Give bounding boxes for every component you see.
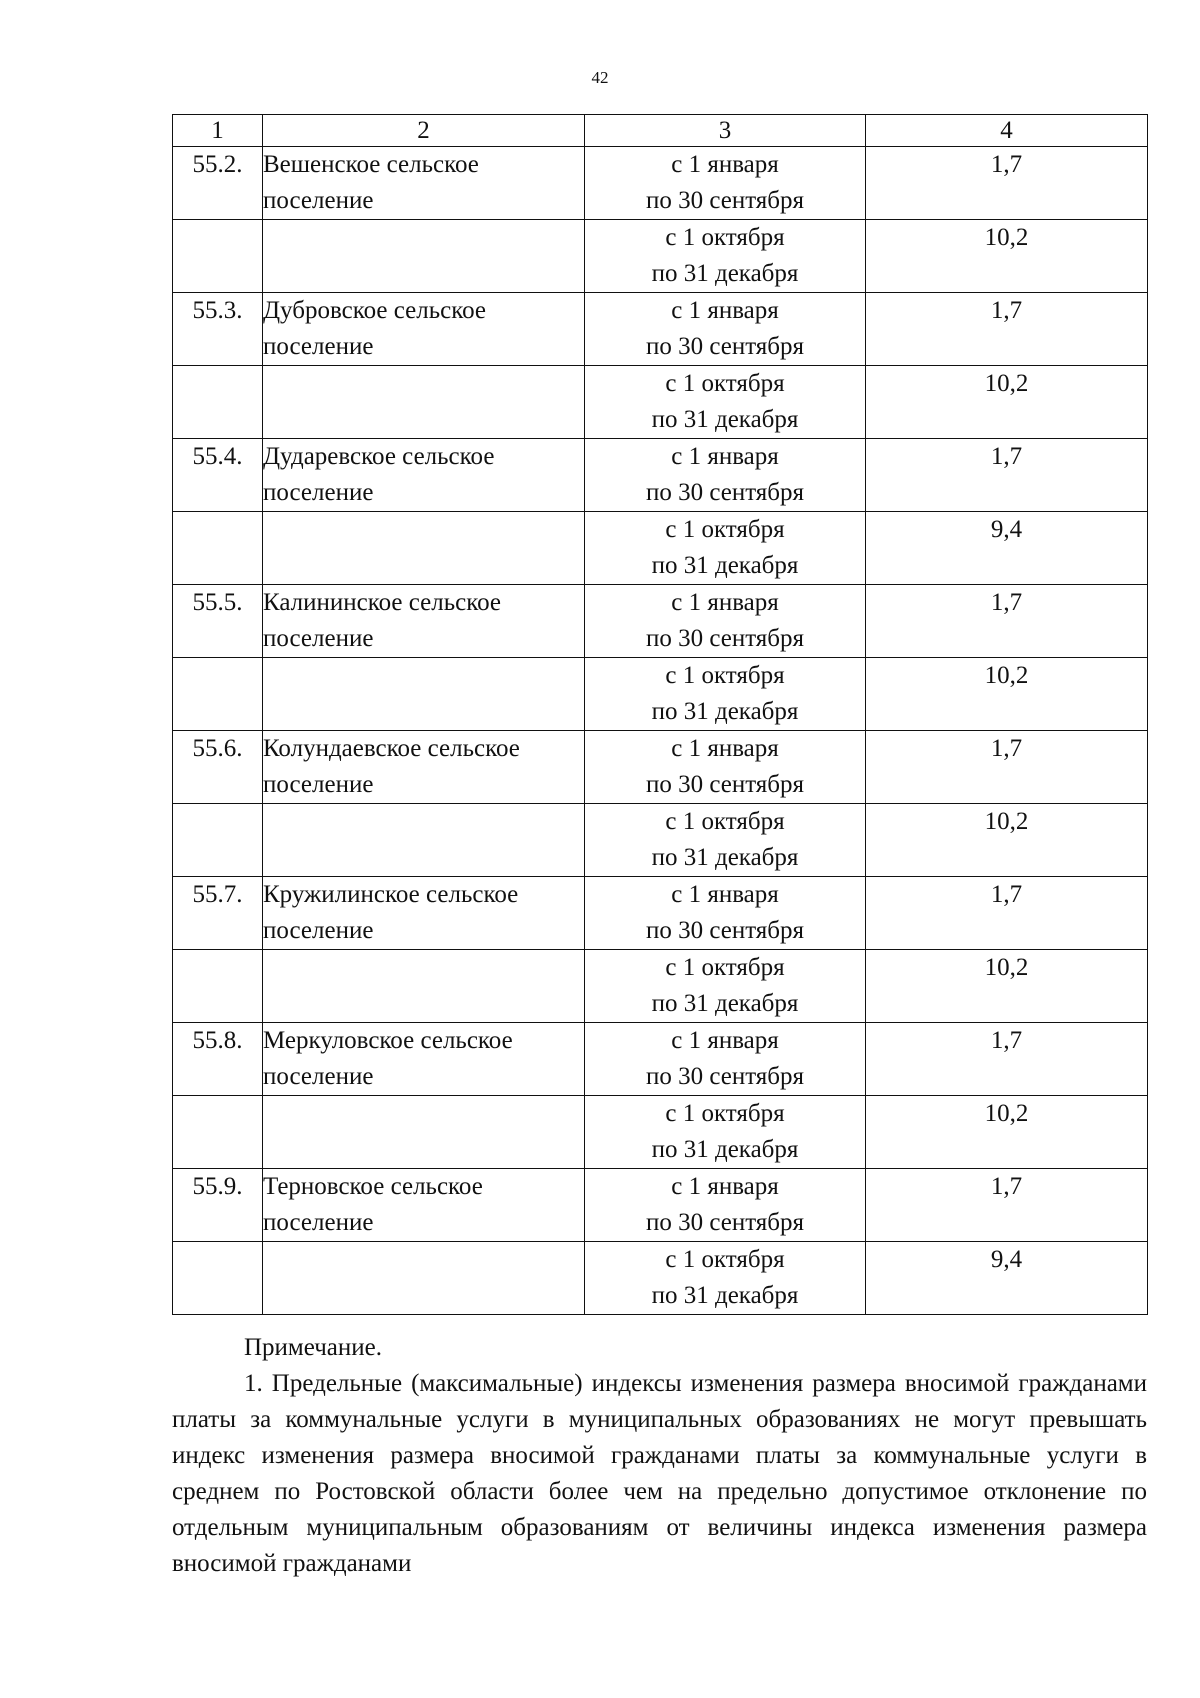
period-cell: [585, 1242, 866, 1315]
row-number-cell: 55.2.: [173, 147, 263, 220]
row-number-cell: 55.4.: [173, 439, 263, 512]
tariff-index-table: [172, 114, 1148, 1315]
index-value-cell: 9,4: [866, 1242, 1148, 1315]
period-cell: [585, 1169, 866, 1242]
index-value-cell: 1,7: [866, 585, 1148, 658]
period-line: по 30 сентября: [645, 771, 805, 798]
row-number-cell: [173, 658, 263, 731]
index-value-cell: 1,7: [866, 439, 1148, 512]
settlement-name-line: [263, 548, 584, 584]
settlement-name-line: [263, 658, 584, 694]
index-value-cell: 10,2: [866, 804, 1148, 877]
period-cell: [585, 439, 866, 512]
period-line: по 31 декабря: [651, 698, 799, 725]
period-line: с 1 октября: [665, 808, 785, 835]
table-row: [173, 950, 1148, 1023]
index-value-cell: 10,2: [866, 1096, 1148, 1169]
period-line: по 30 сентября: [645, 917, 805, 944]
table-row: [173, 585, 1148, 658]
period-line: по 30 сентября: [645, 1063, 805, 1090]
table-row: [173, 147, 1148, 220]
settlement-name-cell: [263, 366, 585, 439]
settlement-name-cell: [263, 293, 585, 366]
period-line: по 30 сентября: [645, 333, 805, 360]
period-line: с 1 января: [671, 443, 779, 470]
settlement-name-cell: [263, 1242, 585, 1315]
period-line: с 1 января: [671, 881, 779, 908]
period-cell: [585, 585, 866, 658]
settlement-name-line: [263, 220, 584, 256]
settlement-name-cell: [263, 585, 585, 658]
settlement-name-line: поселение: [263, 771, 374, 798]
settlement-name-line: поселение: [263, 1209, 374, 1236]
period-cell: [585, 658, 866, 731]
table-body: [173, 115, 1148, 1315]
period-line: с 1 октября: [665, 1100, 785, 1127]
row-number-cell: 55.7.: [173, 877, 263, 950]
settlement-name-line: Вешенское сельское: [263, 151, 479, 178]
row-number-cell: [173, 950, 263, 1023]
index-value-cell: 1,7: [866, 731, 1148, 804]
settlement-name-line: Колундаевское сельское: [263, 735, 520, 762]
settlement-name-line: Терновское сельское: [263, 1173, 483, 1200]
index-value-cell: 10,2: [866, 950, 1148, 1023]
table-row: [173, 804, 1148, 877]
period-cell: [585, 1096, 866, 1169]
period-line: с 1 января: [671, 151, 779, 178]
period-cell: [585, 147, 866, 220]
settlement-name-cell: [263, 439, 585, 512]
period-cell: [585, 220, 866, 293]
period-cell: [585, 877, 866, 950]
index-value-cell: 1,7: [866, 877, 1148, 950]
period-cell: [585, 731, 866, 804]
settlement-name-cell: [263, 731, 585, 804]
settlement-name-cell: [263, 1169, 585, 1242]
settlement-name-cell: [263, 220, 585, 293]
column-header-1: 1: [173, 115, 263, 147]
index-value-cell: 10,2: [866, 220, 1148, 293]
row-number-cell: [173, 804, 263, 877]
settlement-name-cell: [263, 147, 585, 220]
settlement-name-line: [263, 694, 584, 730]
period-line: с 1 октября: [665, 516, 785, 543]
table-row: [173, 220, 1148, 293]
period-line: по 31 декабря: [651, 1282, 799, 1309]
table-row: [173, 512, 1148, 585]
period-line: по 31 декабря: [651, 552, 799, 579]
column-header-2: 2: [263, 115, 585, 147]
row-number-cell: [173, 1242, 263, 1315]
settlement-name-line: поселение: [263, 917, 374, 944]
settlement-name-cell: [263, 804, 585, 877]
row-number-cell: [173, 512, 263, 585]
note-section: [172, 1330, 1147, 1582]
settlement-name-line: [263, 512, 584, 548]
period-line: с 1 января: [671, 297, 779, 324]
settlement-name-line: [263, 402, 584, 438]
index-value-cell: 1,7: [866, 1169, 1148, 1242]
settlement-name-line: [263, 840, 584, 876]
table-row: [173, 1096, 1148, 1169]
index-value-cell: 10,2: [866, 366, 1148, 439]
row-number-cell: [173, 366, 263, 439]
settlement-name-line: [263, 950, 584, 986]
period-line: по 30 сентября: [645, 1209, 805, 1236]
table-row: [173, 731, 1148, 804]
settlement-name-line: Дубровское сельское: [263, 297, 486, 324]
row-number-cell: [173, 1096, 263, 1169]
settlement-name-line: поселение: [263, 479, 374, 506]
settlement-name-line: поселение: [263, 1063, 374, 1090]
period-line: с 1 января: [671, 589, 779, 616]
row-number-cell: 55.6.: [173, 731, 263, 804]
settlement-name-line: [263, 256, 584, 292]
table-header-row: [173, 115, 1148, 147]
settlement-name-line: поселение: [263, 625, 374, 652]
period-line: с 1 октября: [665, 954, 785, 981]
table-row: [173, 293, 1148, 366]
index-value-cell: 1,7: [866, 147, 1148, 220]
column-header-4: 4: [866, 115, 1148, 147]
table-row: [173, 439, 1148, 512]
note-paragraph: 1. Предельные (максимальные) индексы изменения размера вносимой гражданами платы за коммунальные услуги в муниципальных образованиях не могут превышать индекс изменения размера вносимой гражданами платы за коммунальные услуги в среднем по Ростовской области более чем на предельно допустимое отклонение по отдельным муниципальным образованиям от величины индекса изменения размера вносимой гражданами: [172, 1370, 1147, 1577]
index-value-cell: 9,4: [866, 512, 1148, 585]
settlement-name-cell: [263, 512, 585, 585]
period-line: по 31 декабря: [651, 406, 799, 433]
settlement-name-line: [263, 1242, 584, 1278]
period-line: по 30 сентября: [645, 187, 805, 214]
period-cell: [585, 512, 866, 585]
settlement-name-line: Дударевское сельское: [263, 443, 495, 470]
settlement-name-line: Меркуловское сельское: [263, 1027, 513, 1054]
settlement-name-cell: [263, 1096, 585, 1169]
table-row: [173, 366, 1148, 439]
settlement-name-cell: [263, 658, 585, 731]
settlement-name-line: Калининское сельское: [263, 589, 502, 616]
settlement-name-cell: [263, 950, 585, 1023]
period-line: по 31 декабря: [651, 1136, 799, 1163]
settlement-name-line: [263, 366, 584, 402]
table-row: [173, 1169, 1148, 1242]
period-line: с 1 октября: [665, 370, 785, 397]
period-line: с 1 января: [671, 735, 779, 762]
period-cell: [585, 804, 866, 877]
settlement-name-line: Кружилинское сельское: [263, 881, 519, 908]
period-line: по 31 декабря: [651, 844, 799, 871]
period-line: по 31 декабря: [651, 260, 799, 287]
period-line: с 1 января: [671, 1173, 779, 1200]
index-value-cell: 1,7: [866, 1023, 1148, 1096]
settlement-name-cell: [263, 1023, 585, 1096]
index-value-cell: 10,2: [866, 658, 1148, 731]
table-row: [173, 877, 1148, 950]
period-cell: [585, 1023, 866, 1096]
row-number-cell: 55.3.: [173, 293, 263, 366]
period-line: по 30 сентября: [645, 479, 805, 506]
settlement-name-line: поселение: [263, 333, 374, 360]
period-line: по 31 декабря: [651, 990, 799, 1017]
table-row: [173, 658, 1148, 731]
settlement-name-line: поселение: [263, 187, 374, 214]
row-number-cell: 55.9.: [173, 1169, 263, 1242]
period-line: с 1 октября: [665, 1246, 785, 1273]
table-row: [173, 1242, 1148, 1315]
settlement-name-cell: [263, 877, 585, 950]
row-number-cell: 55.5.: [173, 585, 263, 658]
index-value-cell: 1,7: [866, 293, 1148, 366]
row-number-cell: 55.8.: [173, 1023, 263, 1096]
period-cell: [585, 366, 866, 439]
note-title: Примечание.: [244, 1334, 383, 1361]
settlement-name-line: [263, 1096, 584, 1132]
table-row: [173, 1023, 1148, 1096]
period-line: с 1 января: [671, 1027, 779, 1054]
column-header-3: 3: [585, 115, 866, 147]
period-cell: [585, 293, 866, 366]
page-number: 42: [591, 68, 609, 87]
settlement-name-line: [263, 1132, 584, 1168]
settlement-name-line: [263, 986, 584, 1022]
settlement-name-line: [263, 804, 584, 840]
period-line: по 30 сентября: [645, 625, 805, 652]
period-line: с 1 октября: [665, 224, 785, 251]
period-cell: [585, 950, 866, 1023]
period-line: с 1 октября: [665, 662, 785, 689]
settlement-name-line: [263, 1278, 584, 1314]
row-number-cell: [173, 220, 263, 293]
